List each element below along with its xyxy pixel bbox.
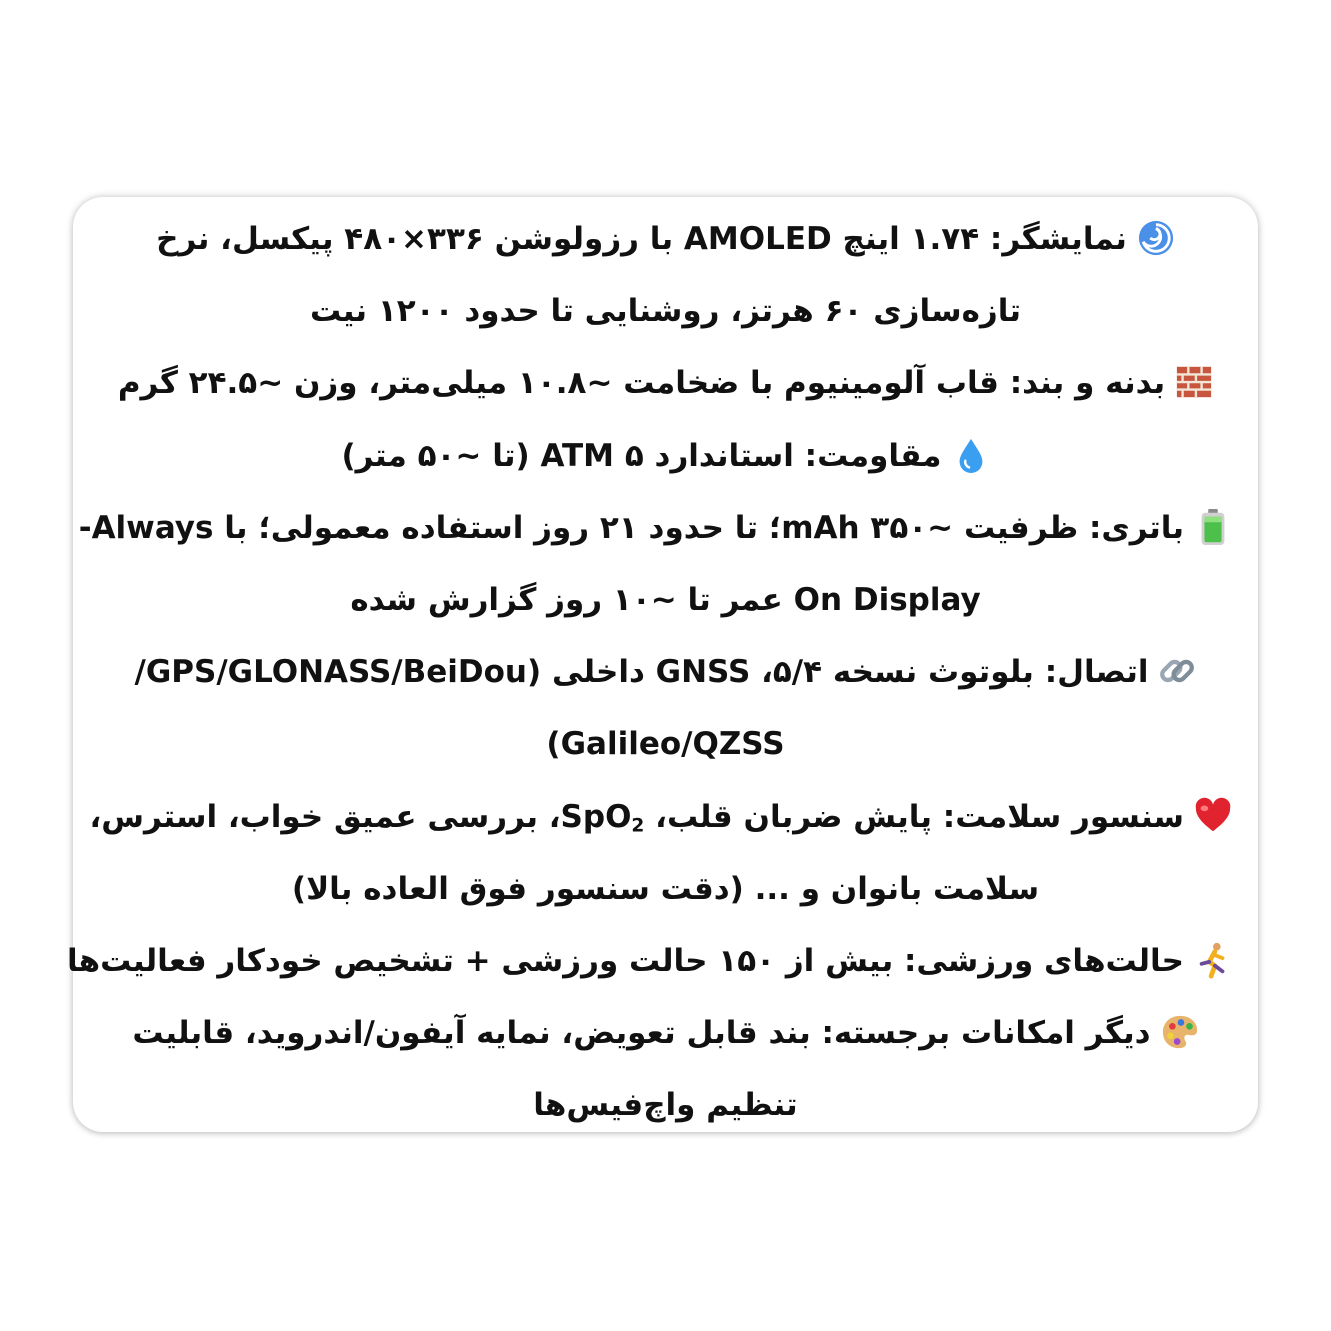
- display-spec-text: نمایشگر: ۱.۷۴ اینچ AMOLED با رزولوشن ۳۳۶×۴۸۰ پیکسل، نرخ: [156, 221, 1127, 257]
- connectivity-text-cont: Galileo/QZSS): [546, 726, 785, 763]
- spec-line: [99, 1069, 1232, 1141]
- battery-spec-text-cont: On Display عمر تا ~۱۰ روز گزارش شده: [350, 581, 981, 618]
- body-spec-text: بدنه و بند: قاب آلومینیوم با ضخامت ~۱۰.۸ میلی‌متر، وزن ~۲۴.۵ گرم: [117, 365, 1166, 402]
- spec-line: [99, 203, 1232, 275]
- health-sensor-text: سنسور سلامت: پایش ضربان قلب، SpO$_2$، بررسی عمیق خواب، استرس،: [89, 798, 1184, 837]
- brick-icon: [1175, 363, 1213, 401]
- battery-icon: [1194, 508, 1232, 546]
- runner-icon: [1194, 941, 1232, 979]
- cyclone-icon: [1137, 219, 1175, 257]
- spec-line: [78, 492, 1232, 564]
- spec-line: [66, 925, 1232, 997]
- palette-icon: [1161, 1013, 1199, 1051]
- spec-card: [66, 197, 1258, 1132]
- spec-line: [89, 781, 1232, 853]
- display-spec-text-cont: تازه‌سازی ۶۰ هرتز، روشنایی تا حدود ۱۲۰۰ نیت: [309, 293, 1022, 330]
- spec-line: [99, 420, 1232, 492]
- other-features-text-cont: تنظیم واچ‌فیس‌ها: [533, 1087, 798, 1124]
- link-icon: [1158, 652, 1196, 690]
- spec-line: [99, 347, 1232, 419]
- other-features-text: دیگر امکانات برجسته: بند قابل تعویض، نمایه آیفون/اندروید، قابلیت: [132, 1015, 1151, 1052]
- sport-modes-text: حالت‌های ورزشی: بیش از ۱۵۰ حالت ورزشی + تشخیص خودکار فعالیت‌ها: [66, 942, 1184, 979]
- health-sensor-text-cont: سلامت بانوان و ... (دقت سنسور فوق العاده بالا): [291, 870, 1040, 907]
- water-resistance-text: مقاومت: استاندارد ۵ ATM (تا ~۵۰ متر): [341, 437, 942, 474]
- subscript-2: 2: [631, 815, 645, 837]
- heart-icon: [1194, 797, 1232, 835]
- spec-line: [99, 997, 1232, 1069]
- spec-line: [99, 564, 1232, 636]
- spec-line: [99, 708, 1232, 780]
- connectivity-text: اتصال: بلوتوث نسخه ۵/۴، GNSS داخلی (GPS/GLONASS/BeiDou/: [134, 654, 1149, 691]
- spec-line: [99, 636, 1232, 708]
- battery-spec-text: باتری: ظرفیت ~۳۵۰ mAh؛ تا حدود ۲۱ روز استفاده معمولی؛ با Always-: [78, 509, 1184, 546]
- droplet-icon: [952, 436, 990, 474]
- spec-line: [99, 275, 1232, 347]
- spec-line: [99, 853, 1232, 925]
